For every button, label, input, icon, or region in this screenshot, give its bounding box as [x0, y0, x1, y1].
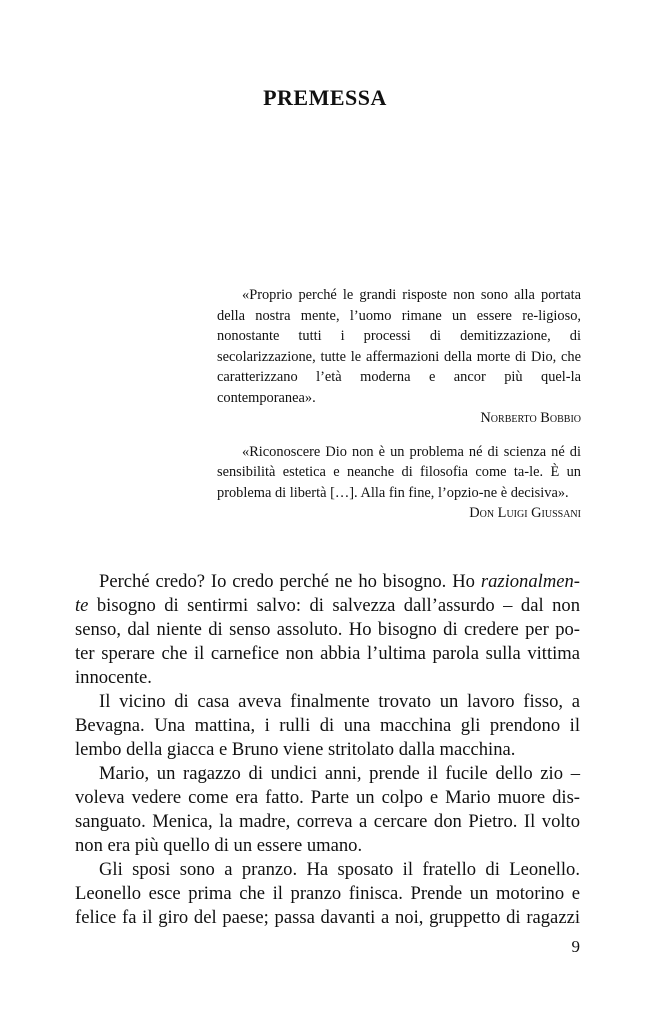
paragraph-text: Perché credo? Io credo perché ne ho bisogno. Ho [99, 571, 481, 592]
emphasis-text: razionalmen-te [75, 571, 580, 616]
paragraph: Il vicino di casa aveva finalmente trovato un lavoro fisso, a Bevagna. Una mattina, i rulli di una macchina gli prendono il lembo della giacca e Bruno viene stritolato dalla macchina. [75, 691, 580, 760]
paragraph-text: bisogno di sentirmi salvo: di salvezza dall’assurdo – dal non senso, dal niente di senso assoluto. Ho bisogno di credere per po-ter sperare che il carnefice non abbia l’ultima parola sulla vittima innocente. [75, 595, 580, 688]
epigraph-giussani [217, 442, 581, 524]
epigraph-quote: «Proprio perché le grandi risposte non sono alla portata della nostra mente, l’uomo rimane un essere re-ligioso, nonostante tutti i processi di demitizzazione, di secolarizzazione, tutte le affermazioni della morte di Dio, che caratterizzano l’età moderna e ancor più quel-la contemporanea». [217, 287, 581, 406]
paragraph: Gli sposi sono a pranzo. Ha sposato il fratello di Leonello. Leonello esce prima che il pranzo finisca. Prende un motorino e felice fa il giro del paese; passa davanti a noi, gruppetto di ragazzi [75, 859, 580, 928]
epigraph-author: Don Luigi Giussani [469, 505, 581, 521]
epigraph-author: Norberto Bobbio [480, 410, 581, 426]
epigraph-bobbio [217, 285, 581, 429]
page-title: PREMESSA [263, 84, 387, 110]
epigraphs [217, 285, 581, 524]
paragraph [75, 570, 580, 690]
paragraph: Mario, un ragazzo di undici anni, prende il fucile dello zio – voleva vedere come era fatto. Parte un colpo e Mario muore dis-sanguato. Menica, la madre, correva a cercare don Pietro. Il volto non era più quello di un essere umano. [75, 763, 580, 856]
page-number: 9 [571, 937, 580, 956]
epigraph-quote: «Riconoscere Dio non è un problema né di scienza né di sensibilità estetica e neanche di filosofia come ta-le. È un problema di libertà […]. Alla fin fine, l’opzio-ne è decisiva». [217, 443, 581, 501]
body-text [75, 570, 580, 930]
